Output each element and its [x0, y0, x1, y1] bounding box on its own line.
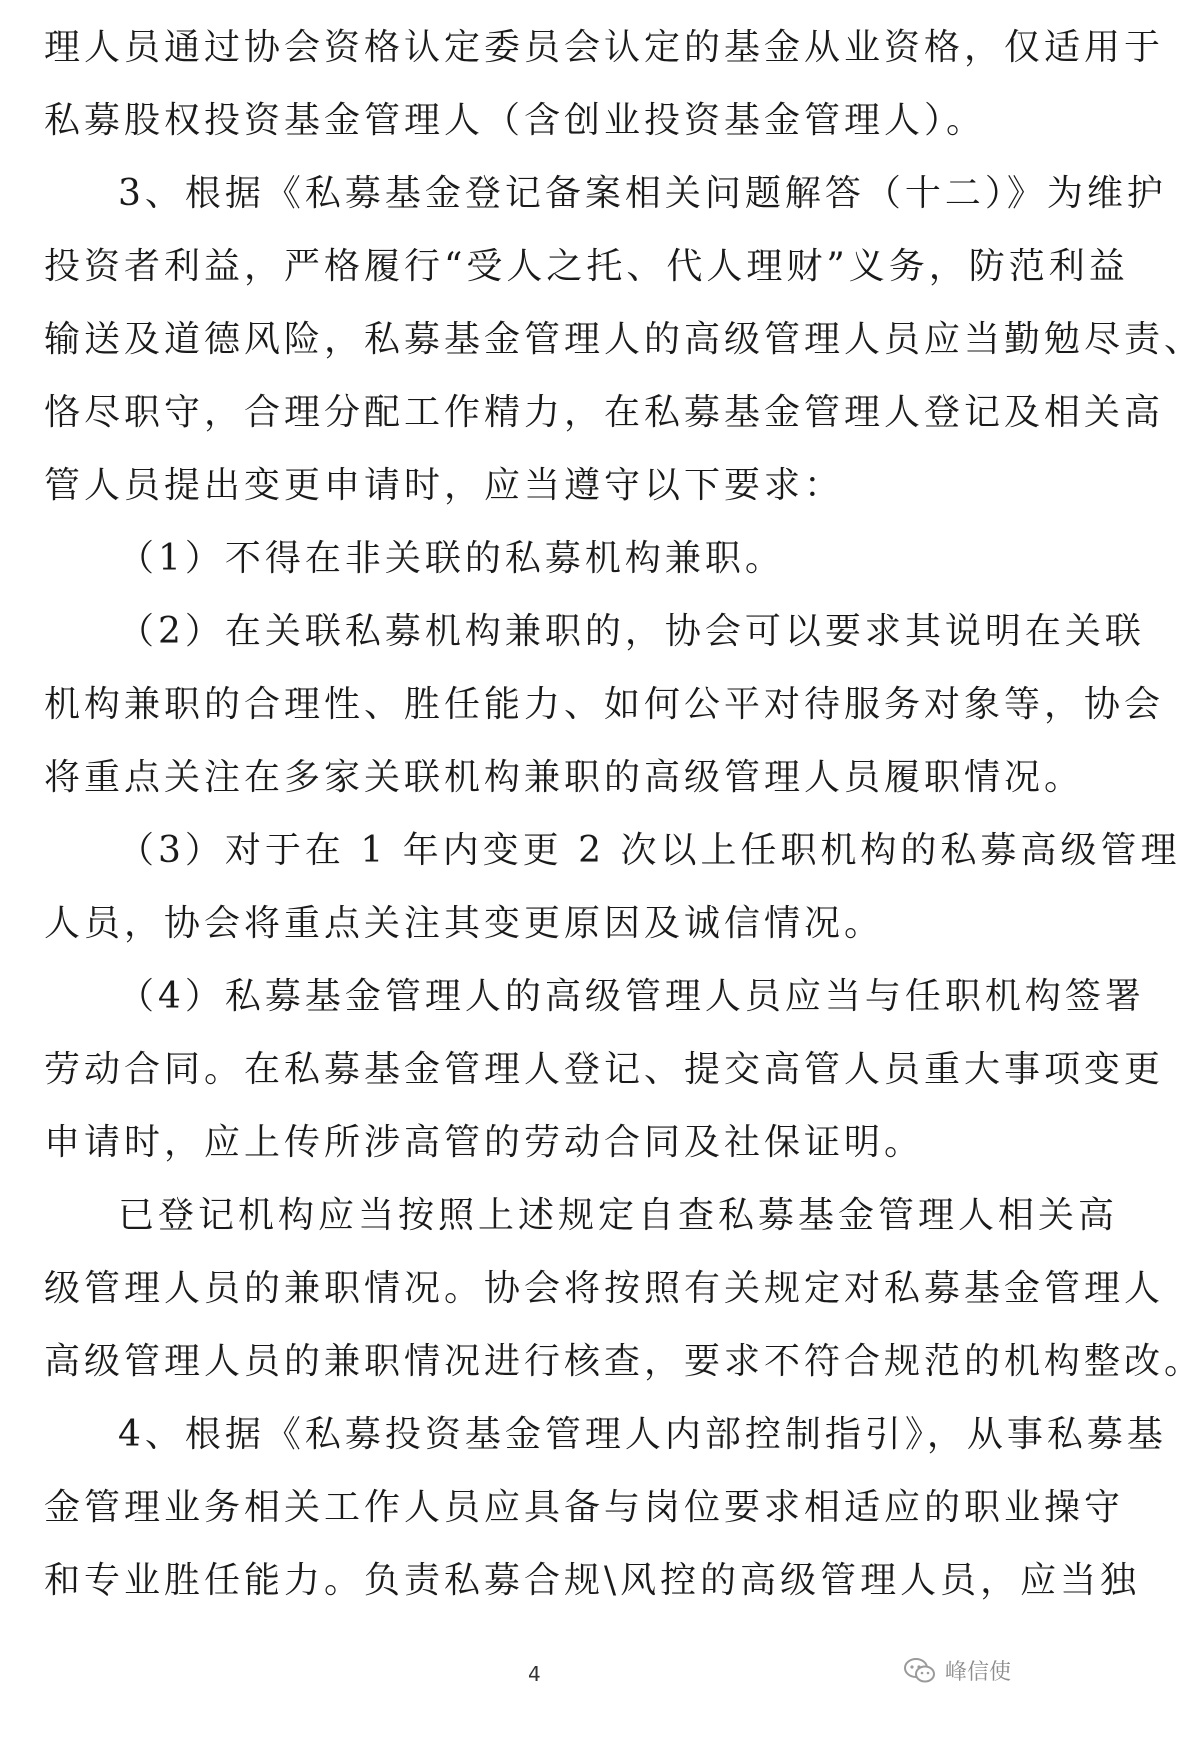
- text-line: 私募股权投资基金管理人（含创业投资基金管理人）。: [44, 100, 987, 141]
- text-line: 机构兼职的合理性、胜任能力、如何公平对待服务对象等，协会: [44, 684, 1165, 725]
- text-line: 金管理业务相关工作人员应具备与岗位要求相适应的职业操守: [44, 1487, 1125, 1528]
- text-line: （3）对于在 1 年内变更 2 次以上任职机构的私募高级管理: [118, 830, 1181, 871]
- text-line: 高级管理人员的兼职情况进行核查，要求不符合规范的机构整改。: [44, 1341, 1204, 1382]
- text-line: 投资者利益，严格履行“受人之托、代人理财”义务，防范利益: [44, 246, 1129, 287]
- text-line: 申请时，应上传所涉高管的劳动合同及社保证明。: [44, 1122, 925, 1163]
- text-line: 劳动合同。在私募基金管理人登记、提交高管人员重大事项变更: [44, 1049, 1165, 1090]
- watermark-text: 峰信使: [945, 1660, 1012, 1685]
- text-line: 管人员提出变更申请时，应当遵守以下要求：: [44, 465, 845, 506]
- text-line: 理人员通过协会资格认定委员会认定的基金从业资格，仅适用于: [44, 27, 1165, 68]
- text-line: （1）不得在非关联的私募机构兼职。: [118, 538, 785, 579]
- wechat-watermark: [903, 1655, 1011, 1686]
- text-line: 人员，协会将重点关注其变更原因及诚信情况。: [44, 903, 885, 944]
- text-line: 已登记机构应当按照上述规定自查私募基金管理人相关高: [118, 1195, 1119, 1236]
- page-number: 4: [528, 1662, 541, 1686]
- text-line: 4、根据《私募投资基金管理人内部控制指引》，从事私募基: [118, 1414, 1167, 1455]
- text-line: 输送及道德风险，私募基金管理人的高级管理人员应当勤勉尽责、: [44, 319, 1204, 360]
- text-line: 恪尽职守，合理分配工作精力，在私募基金管理人登记及相关高: [44, 392, 1165, 433]
- text-line: 将重点关注在多家关联机构兼职的高级管理人员履职情况。: [44, 757, 1085, 798]
- text-line: 3、根据《私募基金登记备案相关问题解答（十二）》为维护: [118, 173, 1167, 214]
- text-line: 级管理人员的兼职情况。协会将按照有关规定对私募基金管理人: [44, 1268, 1165, 1309]
- wechat-icon: [903, 1657, 937, 1685]
- text-line: 和专业胜任能力。负责私募合规\风控的高级管理人员，应当独: [44, 1560, 1141, 1601]
- text-line: （4）私募基金管理人的高级管理人员应当与任职机构签署: [118, 976, 1145, 1017]
- text-line: （2）在关联私募机构兼职的，协会可以要求其说明在关联: [118, 611, 1145, 652]
